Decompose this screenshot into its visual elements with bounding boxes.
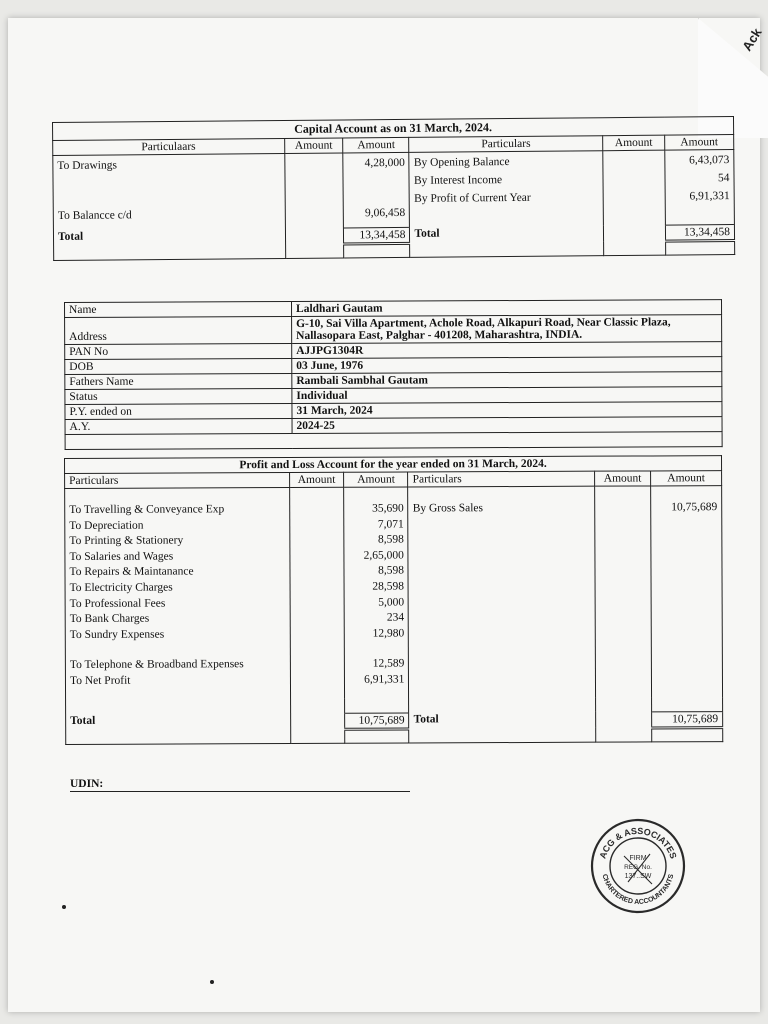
col-amount-4: Amount bbox=[665, 135, 734, 151]
detail-key: A.Y. bbox=[65, 419, 292, 435]
pl-debit-amount: 234 bbox=[386, 611, 405, 624]
assessee-details-table bbox=[64, 299, 723, 450]
detail-value: 31 March, 2024 bbox=[292, 402, 722, 419]
capital-debit-label: To Balancce c/d bbox=[57, 209, 132, 222]
pl-debit-amount: 2,65,000 bbox=[363, 549, 404, 562]
corner-note: Ack bbox=[739, 25, 765, 54]
capital-credit-label: By Interest Income bbox=[413, 174, 503, 187]
capital-total-credit: 13,34,458 bbox=[665, 224, 734, 241]
detail-key: P.Y. ended on bbox=[65, 404, 292, 420]
pl-debit-label: To Repairs & Maintanance bbox=[69, 565, 194, 579]
pl-debit-label: To Depreciation bbox=[69, 519, 144, 532]
capital-credit-amount: 54 bbox=[717, 172, 730, 185]
udin-field bbox=[70, 778, 410, 792]
capital-debit-amount: 9,06,458 bbox=[364, 206, 406, 220]
detail-value: 03 June, 1976 bbox=[292, 357, 722, 374]
detail-value: Individual bbox=[292, 387, 722, 404]
pl-debit-amount: 28,598 bbox=[372, 580, 405, 593]
profit-loss-title: Profit and Loss Account for the year ended on 31 March, 2024. bbox=[65, 456, 722, 474]
detail-key: Name bbox=[65, 302, 292, 318]
detail-value: 2024-25 bbox=[292, 417, 722, 434]
pl-debit-amount: 8,598 bbox=[377, 533, 404, 546]
capital-account-table bbox=[52, 116, 735, 261]
pl-debit-label: To Bank Charges bbox=[69, 612, 150, 626]
stamp-center-line2: REG. No. bbox=[624, 864, 652, 871]
col-amount-2: Amount bbox=[344, 472, 408, 487]
capital-credit-amount: 6,91,331 bbox=[689, 190, 730, 203]
pl-credit-label: By Gross Sales bbox=[412, 502, 483, 515]
page-dot bbox=[210, 980, 214, 984]
pl-total-label-right: Total bbox=[409, 712, 596, 729]
col-amount-1: Amount bbox=[284, 138, 343, 154]
pl-credit-amount: 10,75,689 bbox=[671, 501, 718, 514]
pl-debit-label: To Salaries and Wages bbox=[69, 550, 174, 563]
detail-value: G-10, Sai Villa Apartment, Achole Road, Alkapuri Road, Near Classic Plaza, bbox=[296, 316, 671, 330]
pl-debit-amount: 35,690 bbox=[372, 502, 404, 515]
pl-debit-label: To Professional Fees bbox=[69, 597, 166, 610]
stamp-top-text: ACG & ASSOCIATES bbox=[597, 825, 679, 860]
col-amount-4: Amount bbox=[651, 471, 722, 486]
col-particulars-left: Particulars bbox=[65, 473, 290, 489]
capital-account-title: Capital Account as on 31 March, 2024. bbox=[53, 117, 734, 141]
detail-key: Fathers Name bbox=[65, 374, 292, 390]
col-particulars-right: Particulars bbox=[408, 471, 595, 487]
page-dot bbox=[62, 905, 66, 909]
detail-key: Address bbox=[65, 317, 292, 345]
detail-key: Status bbox=[65, 389, 292, 405]
pl-debit-amount: 12,980 bbox=[372, 627, 405, 640]
pl-debit-amount: 12,589 bbox=[372, 657, 405, 670]
col-particulars-left: Particulaars bbox=[53, 138, 285, 155]
capital-credit-amount: 6,43,073 bbox=[689, 154, 730, 167]
pl-total-credit: 10,75,689 bbox=[652, 711, 723, 727]
pl-debit-label: To Net Profit bbox=[69, 674, 131, 687]
detail-value: Laldhari Gautam bbox=[292, 300, 722, 317]
capital-debit-label: To Drawings bbox=[57, 159, 117, 172]
pl-debit-amount: 5,000 bbox=[378, 596, 405, 609]
capital-total-label: Total bbox=[53, 228, 285, 246]
pl-total-debit: 10,75,689 bbox=[345, 712, 409, 728]
stamp-center-line1: FIRM bbox=[629, 855, 647, 862]
col-amount-3: Amount bbox=[603, 135, 665, 151]
pl-debit-label: To Travelling & Conveyance Exp bbox=[69, 503, 225, 516]
detail-value: AJJPG1304R bbox=[292, 342, 722, 359]
capital-credit-label: By Profit of Current Year bbox=[414, 191, 531, 205]
firm-seal-stamp bbox=[590, 818, 686, 914]
profit-loss-table bbox=[64, 455, 723, 744]
capital-debit-amount: 4,28,000 bbox=[364, 156, 405, 170]
detail-value: Rambali Sambhal Gautam bbox=[292, 372, 722, 389]
col-particulars-right: Particulars bbox=[409, 136, 603, 153]
col-amount-3: Amount bbox=[595, 471, 651, 486]
udin-label: UDIN: bbox=[70, 778, 104, 790]
col-amount-1: Amount bbox=[289, 472, 344, 487]
pl-debit-label: To Telephone & Broadband Expenses bbox=[69, 658, 244, 672]
capital-total-debit: 13,34,458 bbox=[344, 227, 410, 244]
pl-total-label: Total bbox=[66, 713, 291, 730]
detail-key: PAN No bbox=[65, 344, 292, 360]
capital-total-label-right: Total bbox=[410, 225, 604, 243]
detail-value-line2: Nallasopara East, Palghar - 401208, Maharashtra, INDIA. bbox=[296, 328, 583, 342]
capital-credit-label: By Opening Balance bbox=[413, 156, 510, 169]
stamp-center-line3: 137..SW bbox=[624, 873, 652, 880]
stamp-bottom-text: CHARTERED ACCOUNTANTS bbox=[600, 873, 676, 907]
col-amount-2: Amount bbox=[343, 137, 409, 153]
pl-debit-label: To Printing & Stationery bbox=[69, 534, 184, 548]
pl-debit-label: To Sundry Expenses bbox=[69, 628, 165, 641]
detail-key: DOB bbox=[65, 359, 292, 375]
pl-debit-amount: 7,071 bbox=[377, 518, 404, 531]
pl-debit-amount: 8,598 bbox=[378, 564, 404, 578]
pl-debit-amount: 6,91,331 bbox=[364, 673, 405, 686]
pl-debit-label: To Electricity Charges bbox=[69, 581, 173, 594]
